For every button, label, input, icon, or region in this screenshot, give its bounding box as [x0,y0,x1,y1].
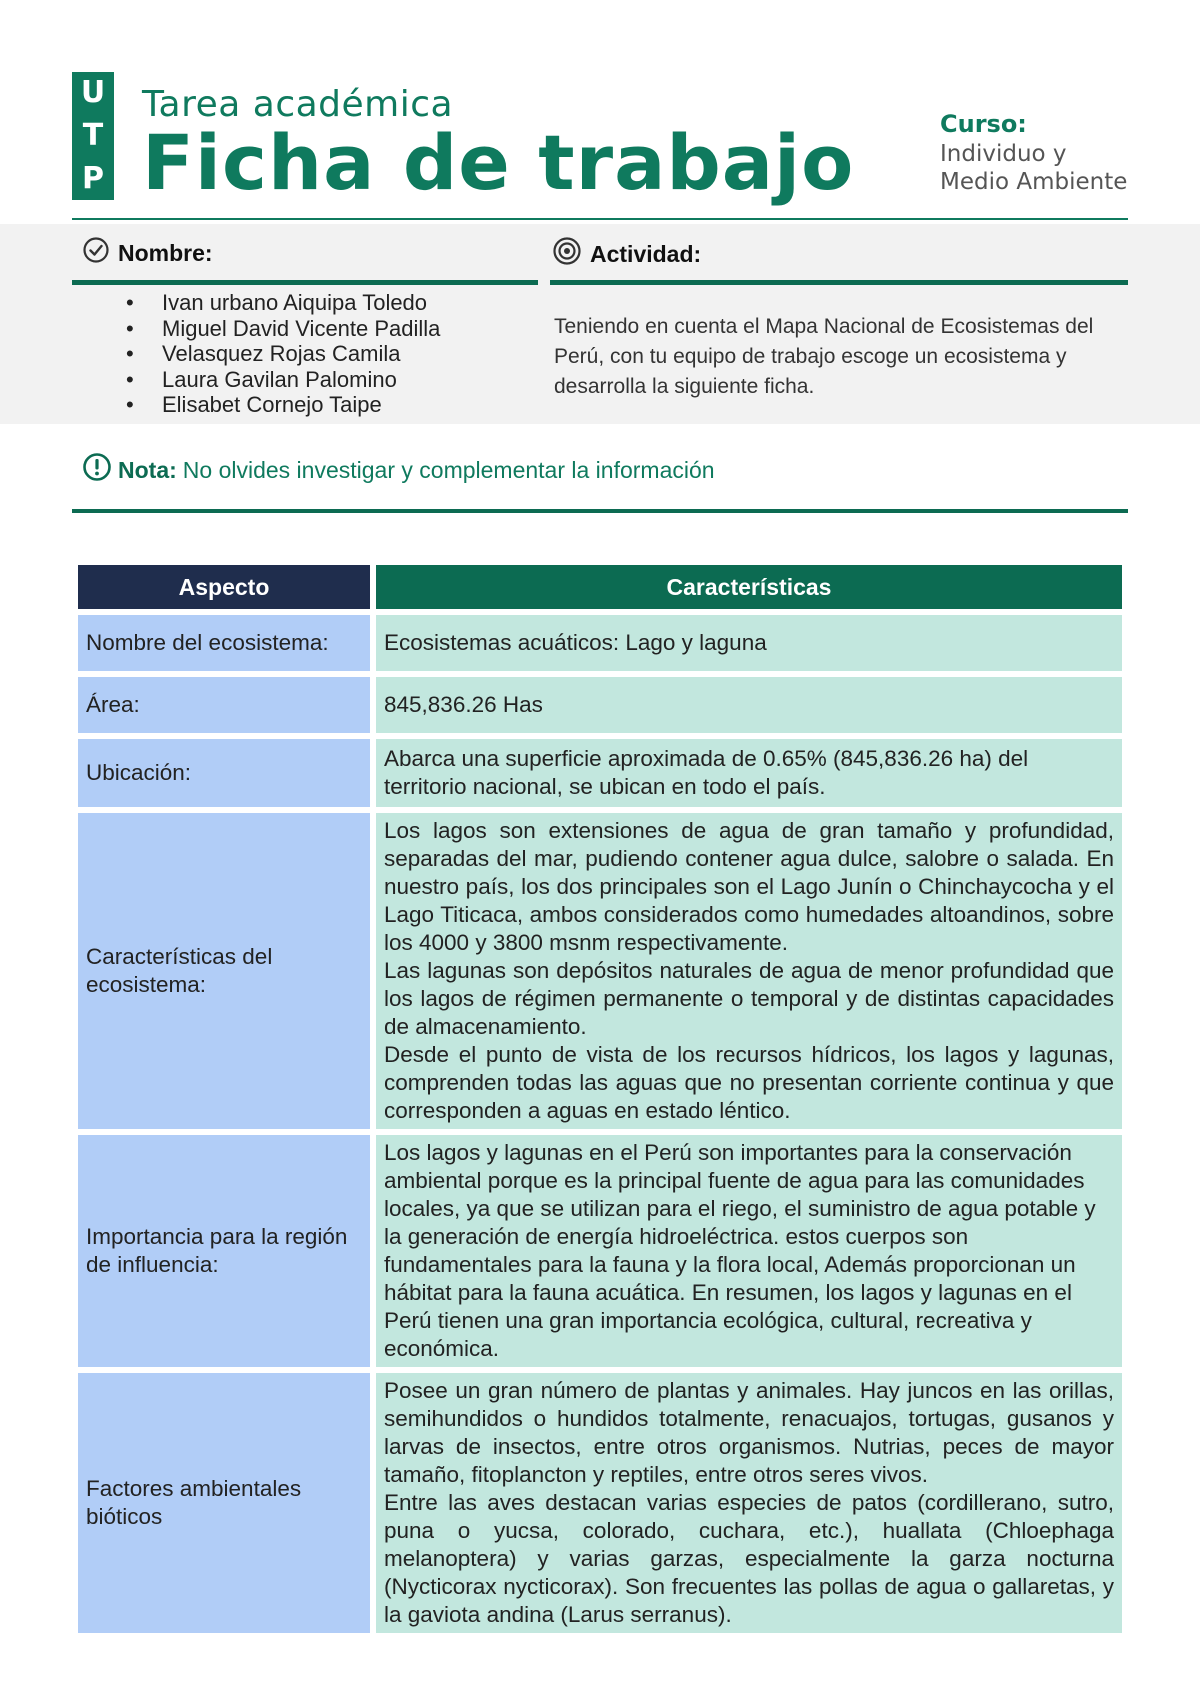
cell-paragraph: Los lagos y lagunas en el Perú son importantes para la conservación ambiental porque es la principal fuente de agua para las comunidades locales, ya que se utilizan para el riego, el suministro de agua potable y la generación de energía hidroeléctrica. estos cuerpos son fundamentales para la fauna y la flora local, Además proporcionan un hábitat para la fauna acuática. En resumen, los lagos y lagunas en el Perú tienen una gran importancia ecológica, cultural, recreativa y económica. [384,1140,1096,1361]
actividad-label: Actividad: [590,240,702,267]
nombre-label: Nombre: [118,239,213,266]
table-row [78,1135,1122,1367]
cell-paragraph: Entre las aves destacan varias especies de patos (cordillerano, sutro, puna o yucsa, colorado, cuchara, etc.), huallata (Chloephaga melanoptera) y varias garzas, especialmente la garza nocturna (Nycticorax nycticorax). Son frecuentes las pollas de agua o gallaretas, y la gaviota andina (Larus serranus). [384,1490,1114,1627]
characteristics-cell [376,615,1122,671]
logo-letter-p: P [82,160,104,196]
characteristics-cell [376,1373,1122,1633]
characteristics-cell [376,813,1122,1129]
column-header-aspecto: Aspecto [78,565,370,609]
header-divider [72,218,1128,220]
course-name: Individuo y Medio Ambiente [940,141,1128,195]
note-label: Nota: [118,456,177,483]
actividad-heading [552,236,701,272]
table-row [78,739,1122,807]
exclamation-circle-icon [82,452,112,488]
list-item: • Miguel David Vicente Padilla [120,316,440,342]
nombre-divider [72,280,538,285]
aspect-cell: Importancia para la región de influencia: [78,1135,370,1367]
actividad-divider [550,280,1128,285]
cell-paragraph: 845,836.26 Has [384,692,543,717]
characteristics-cell [376,677,1122,733]
table-row [78,1373,1122,1633]
document-title: Ficha de trabajo [142,118,855,207]
target-icon [552,236,582,272]
document-subtitle: Tarea académica [142,84,454,125]
table-row [78,677,1122,733]
list-item: • Ivan urbano Aiquipa Toledo [120,290,440,316]
cell-paragraph: Los lagos son extensiones de agua de gran tamaño y profundidad, separadas del mar, pudiendo contener agua dulce, salobre o salada. En nuestro país, los dos principales son el Lago Junín o Chinchaycocha y el Lago Titicaca, ambos considerados como humedades altoandinos, sobre los 4000 y 3800 msnm respectivamente. [384,818,1114,955]
cell-paragraph: Posee un gran número de plantas y animales. Hay juncos en las orillas, semihundidos o hundidos totalmente, renacuajos, tortugas, gusanos y larvas de insectos, entre otros organismos. Nutrias, peces de mayor tamaño, fitoplancton y reptiles, entre otros seres vivos. [384,1378,1114,1487]
note-line [82,452,715,488]
aspect-cell: Características del ecosistema: [78,813,370,1129]
aspect-cell: Ubicación: [78,739,370,807]
aspect-cell: Área: [78,677,370,733]
list-item: • Laura Gavilan Palomino [120,367,440,393]
course-label: Curso: [940,110,1027,138]
column-header-caracteristicas: Características [376,565,1122,609]
list-item: • Elisabet Cornejo Taipe [120,392,440,418]
characteristics-cell [376,1135,1122,1367]
aspect-cell: Factores ambientales bióticos [78,1373,370,1633]
table-row [78,615,1122,671]
cell-paragraph: Desde el punto de vista de los recursos hídricos, los lagos y lagunas, comprenden todas las aguas que no presentan corriente continua y que corresponden a aguas en estado léntico. [384,1042,1114,1123]
nombre-heading [82,236,213,270]
cell-paragraph: Abarca una superficie aproximada de 0.65% (845,836.26 ha) del territorio nacional, se ubican en todo el país. [384,746,1029,799]
aspect-cell: Nombre del ecosistema: [78,615,370,671]
note-text: No olvides investigar y complementar la información [182,456,715,483]
characteristics-cell [376,739,1122,807]
note-divider [72,509,1128,513]
logo-letter-u: U [80,75,106,111]
utp-logo [72,72,114,200]
cell-paragraph: Ecosistemas acuáticos: Lago y laguna [384,630,767,655]
table-row [78,813,1122,1129]
ecosystem-table [78,565,1122,1639]
check-circle-icon [82,236,110,270]
table-header-row [78,565,1122,609]
cell-paragraph: Las lagunas son depósitos naturales de agua de menor profundidad que los lagos de régimen permanente o temporal y de distintas capacidades de almacenamiento. [384,958,1114,1039]
activity-description: Teniendo en cuenta el Mapa Nacional de Ecosistemas del Perú, con tu equipo de trabajo escoge un ecosistema y desarrolla la siguiente ficha. [554,315,1094,398]
logo-letter-t: T [82,117,104,153]
team-member-list [120,290,440,418]
list-item: • Velasquez Rojas Camila [120,341,440,367]
